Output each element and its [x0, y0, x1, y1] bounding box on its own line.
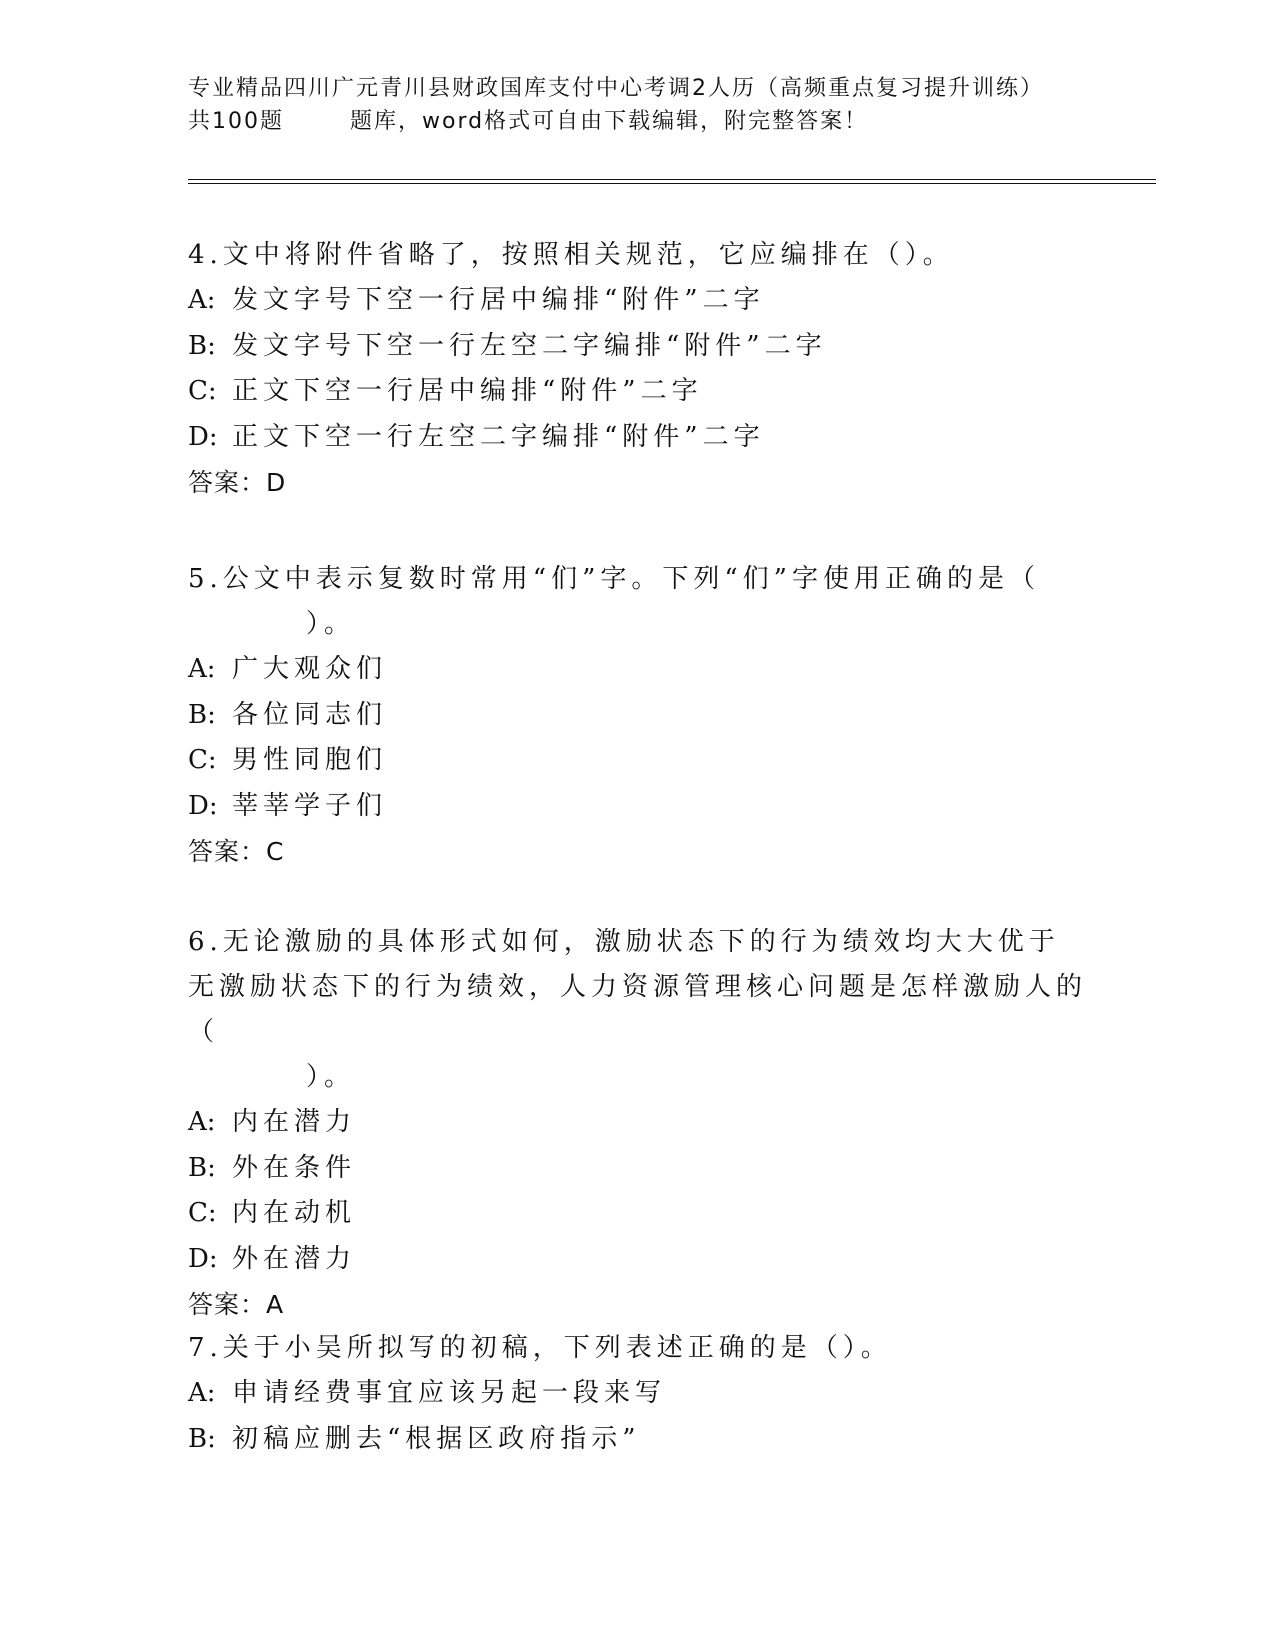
option-text: 发文字号下空一行居中编排“附件”二字 — [232, 285, 765, 315]
option-text: 男性同胞们 — [232, 745, 388, 775]
document-header — [188, 72, 1188, 138]
option-text: 外在条件 — [232, 1152, 357, 1183]
option-text: 初稿应删去“根据区政府指示” — [232, 1423, 641, 1454]
option-key: D: — [188, 1243, 218, 1274]
option-key: B: — [188, 1423, 216, 1454]
option-d — [188, 1237, 1088, 1283]
question-4 — [188, 233, 1088, 505]
question-count: 共100题 — [188, 109, 284, 134]
option-text: 各位同志们 — [232, 699, 388, 730]
answer-line: 答案：D — [188, 468, 287, 497]
option-b — [188, 324, 1088, 370]
answer-line: 答案：C — [188, 837, 285, 866]
option-key: A: — [188, 1107, 216, 1137]
option-text: 申请经费事宜应该另起一段来写 — [232, 1378, 667, 1408]
option-c — [188, 738, 1088, 784]
question-stem-text: 6.无论激励的具体形式如何，激励状态下的行为绩效均大大优于无激励状态下的行为绩效，人力资源管理核心问题是怎样激励人的（ — [188, 927, 1088, 1047]
question-stem — [188, 557, 1088, 647]
option-key: C: — [188, 745, 217, 775]
header-divider-top — [188, 179, 1156, 180]
option-key: B: — [188, 330, 216, 361]
question-stem — [188, 920, 1088, 1100]
option-key: C: — [188, 1198, 217, 1228]
option-text: 内在动机 — [232, 1198, 357, 1228]
document-title: 专业精品四川广元青川县财政国库支付中心考调2人历（高频重点复习提升训练） — [188, 76, 1044, 101]
option-key: A: — [188, 285, 216, 315]
option-text: 正文下空一行居中编排“附件”二字 — [232, 376, 703, 406]
option-key: D: — [188, 790, 218, 821]
option-a — [188, 1100, 1088, 1146]
option-text: 发文字号下空一行左空二字编排“附件”二字 — [232, 330, 827, 361]
option-a — [188, 1371, 1088, 1417]
option-text: 广大观众们 — [232, 654, 388, 684]
document-subtitle — [188, 105, 1188, 138]
question-stem-text: 5.公文中表示复数时常用“们”字。下列“们”字使用正确的是（ — [188, 564, 1040, 594]
question-stem-text: 7.关于小吴所拟写的初稿，下列表述正确的是（）。 — [188, 1333, 892, 1363]
download-note: 题库，word格式可自由下载编辑，附完整答案！ — [350, 109, 869, 134]
option-d — [188, 415, 1088, 461]
option-key: B: — [188, 699, 216, 730]
answer-line: 答案：A — [188, 1290, 285, 1319]
option-d — [188, 784, 1088, 830]
question-6 — [188, 920, 1088, 1327]
option-b — [188, 693, 1088, 739]
option-text: 莘莘学子们 — [232, 790, 388, 821]
option-key: A: — [188, 1378, 216, 1408]
option-c — [188, 369, 1088, 415]
option-c — [188, 1191, 1088, 1237]
option-text: 正文下空一行左空二字编排“附件”二字 — [232, 421, 765, 452]
option-a — [188, 278, 1088, 324]
question-stem — [188, 233, 1088, 278]
option-text: 外在潜力 — [232, 1243, 357, 1274]
option-key: C: — [188, 376, 217, 406]
question-stem — [188, 1326, 1088, 1371]
question-stem-text: 4.文中将附件省略了，按照相关规范，它应编排在（）。 — [188, 240, 954, 270]
option-text: 内在潜力 — [232, 1107, 357, 1137]
question-7 — [188, 1326, 1088, 1462]
option-key: B: — [188, 1152, 216, 1183]
option-b — [188, 1417, 1088, 1463]
option-a — [188, 647, 1088, 693]
question-5 — [188, 557, 1088, 874]
option-b — [188, 1146, 1088, 1192]
question-stem-continuation: ）。 — [306, 609, 356, 639]
option-key: D: — [188, 421, 218, 452]
header-divider-bottom — [188, 183, 1156, 184]
question-stem-continuation: ）。 — [306, 1062, 356, 1092]
option-key: A: — [188, 654, 216, 684]
